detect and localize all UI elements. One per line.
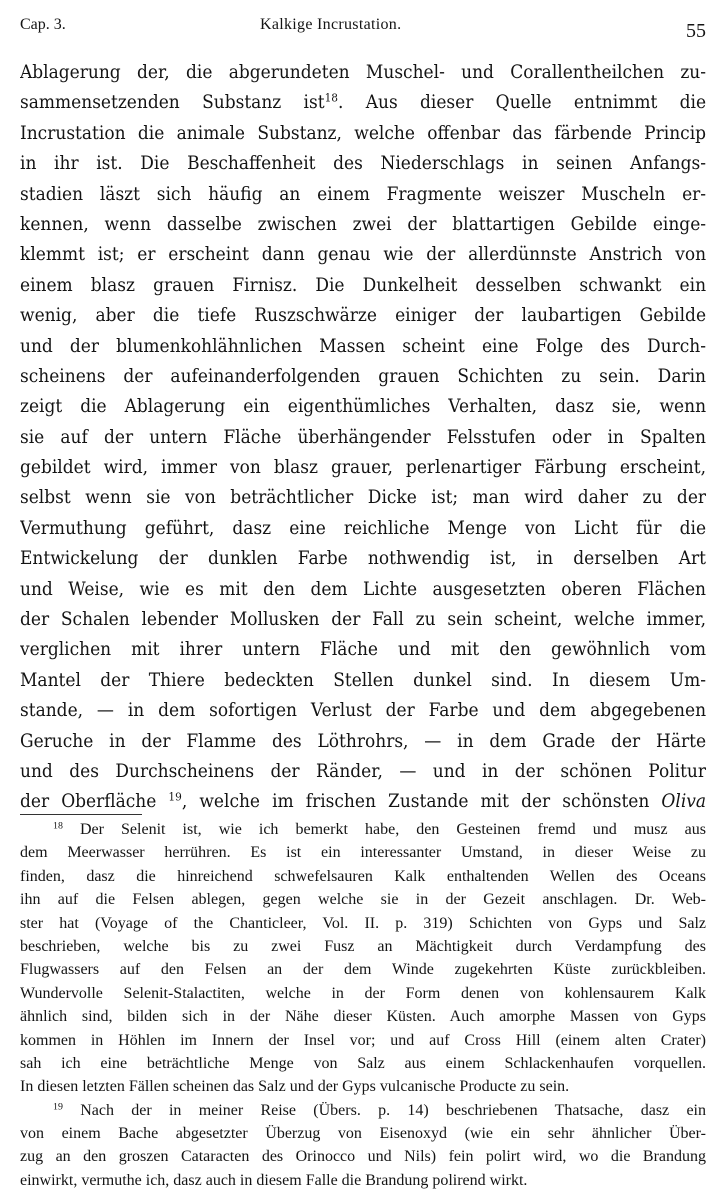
footnote-line: von einem Bache abgesetzter Überzug von Eisenoxyd (wie ein sehr ähnlicher Über- bbox=[20, 1125, 706, 1143]
body-line: stadien läszt sich häufig an einem Fragmente weiszer Muscheln er- bbox=[20, 183, 707, 205]
footnote-text: Nach der in meiner Reise (Übers. p. 14) beschriebenen Thatsache, dasz ein bbox=[62, 1101, 706, 1119]
footnotes bbox=[20, 818, 706, 1192]
body-line: klemmt ist; er erscheint dann genau wie der allerdünnste Anstrich von bbox=[20, 244, 707, 266]
body-line: Geruche in der Flamme des Löthrohrs, — in dem Grade der Härte bbox=[20, 730, 707, 752]
body-line: einem blasz grauen Firnisz. Die Dunkelheit desselben schwankt ein bbox=[20, 274, 707, 296]
italic-term: Oliva bbox=[661, 791, 707, 813]
line-text: der Oberfläche bbox=[20, 791, 169, 813]
footnote-marker: 18 bbox=[53, 820, 63, 832]
body-line: scheinens der aufeinanderfolgenden grauen Schichten zu sein. Darin bbox=[20, 365, 707, 387]
body-line: stande, — in dem sofortigen Verlust der Farbe und dem abgegebenen bbox=[20, 700, 707, 722]
body-line: Incrustation die animale Substanz, welche offenbar das färbende Princip bbox=[20, 122, 707, 144]
body-line: wenig, aber die tiefe Ruszschwärze einiger der laubartigen Gebilde bbox=[20, 305, 707, 327]
footnote-marker: 19 bbox=[53, 1101, 63, 1113]
body-line: zeigt die Ablagerung ein eigenthümliches Verhalten, dasz sie, wenn bbox=[20, 396, 707, 418]
body-line: gebildet wird, immer von blasz grauer, perlenartiger Färbung erscheint, bbox=[20, 457, 707, 479]
main-text bbox=[20, 58, 706, 818]
footnote-line: Flugwassers auf den Felsen an der dem Winde zugekehrten Küste zurückbleiben. bbox=[20, 961, 706, 979]
footnote-divider bbox=[20, 814, 142, 815]
footnote-line bbox=[20, 1099, 706, 1122]
footnote-line: kommen in Höhlen im Innern der Insel vor; und auf Cross Hill (einem alten Crater) bbox=[20, 1031, 706, 1049]
footnote-line: ihn auf die Felsen ablegen, gegen welche sie in der Gezeit anschlagen. Dr. Web- bbox=[20, 891, 706, 909]
body-line: Entwickelung der dunklen Farbe nothwendig ist, in derselben Art bbox=[20, 548, 707, 570]
footnote-line: finden, dasz die hinreichend schwefelsauren Kalk enthaltenden Wellen des Oceans bbox=[20, 867, 706, 885]
body-line: und des Durchscheinens der Ränder, — und in der schönen Politur bbox=[20, 760, 707, 782]
body-line: sie auf der untern Fläche überhängender Felsstufen oder in Spalten bbox=[20, 426, 707, 448]
footnote-text: Der Selenit ist, wie ich bemerkt habe, den Gesteinen fremd und musz aus bbox=[62, 821, 706, 838]
body-line: Mantel der Thiere bedeckten Stellen dunkel sind. In diesem Um- bbox=[20, 669, 707, 691]
line-text: , welche im frischen Zustande mit der schönsten bbox=[181, 791, 662, 813]
running-header bbox=[20, 10, 708, 46]
body-line: der Schalen lebender Mollusken der Fall zu sein scheint, welche immer, bbox=[20, 609, 707, 631]
body-line: Vermuthung geführt, dasz eine reichliche Menge von Licht für die bbox=[20, 517, 707, 539]
line-text: sammensetzenden Substanz ist bbox=[20, 92, 325, 114]
footnote-line: ähnlich sind, bilden sich in der Nähe dieser Küsten. Auch amorphe Massen von Gyps bbox=[20, 1008, 706, 1026]
body-line: selbst wenn sie von beträchtlicher Dicke ist; man wird daher zu der bbox=[20, 487, 707, 509]
footnote-line: einwirkt, vermuthe ich, dasz auch in diesem Falle die Brandung polirend wirkt. bbox=[20, 1171, 528, 1189]
footnote-line: ster hat (Voyage of the Chanticleer, Vol. II. p. 319) Schichten von Gyps und Salz bbox=[20, 914, 706, 932]
body-line: verglichen mit ihrer untern Fläche und mit den gewöhnlich vom bbox=[20, 639, 707, 661]
footnote-reference: 19 bbox=[168, 790, 182, 805]
body-line: in ihr ist. Die Beschaffenheit des Niederschlags in seinen Anfangs- bbox=[20, 153, 707, 175]
body-line: kennen, wenn dasselbe zwischen zwei der blattartigen Gebilde einge- bbox=[20, 213, 707, 235]
footnote-line: zug an den groszen Cataracten des Orinocco und Nils) fein polirt wird, wo die Brandung bbox=[20, 1148, 706, 1166]
footnote-line: dem Meerwasser herrühren. Es ist ein interessanter Umstand, in dieser Weise zu bbox=[20, 844, 706, 862]
running-title: Kalkige Incrustation. bbox=[260, 16, 402, 33]
footnote-line: Wundervolle Selenit-Stalactiten, welche in der Form denen von kohlensaurem Kalk bbox=[20, 984, 706, 1002]
footnote-line: beschrieben, welche bis zu zwei Fusz an Mächtigkeit durch Verdampfung des bbox=[20, 937, 706, 955]
footnote-line: In diesen letzten Fällen scheinen das Salz und der Gyps vulcanische Producte zu sein. bbox=[20, 1078, 570, 1096]
body-line: und Weise, wie es mit den dem Lichte ausgesetzten oberen Flächen bbox=[20, 578, 707, 600]
body-line bbox=[20, 88, 706, 118]
footnote-line bbox=[20, 818, 706, 841]
page-number: 55 bbox=[686, 20, 706, 42]
line-text: . Aus dieser Quelle entnimmt die bbox=[338, 92, 707, 114]
footnote-reference: 18 bbox=[324, 91, 339, 106]
body-line: Ablagerung der, die abgerundeten Muschel- und Corallentheilchen zu- bbox=[20, 62, 707, 83]
body-line: und der blumenkohlähnlichen Massen scheint eine Folge des Durch- bbox=[20, 335, 707, 357]
chapter-label: Cap. 3. bbox=[20, 16, 66, 33]
footnote-line: sah ich eine beträchtliche Menge von Salz aus einem Schlackenhaufen vorquellen. bbox=[20, 1054, 706, 1072]
